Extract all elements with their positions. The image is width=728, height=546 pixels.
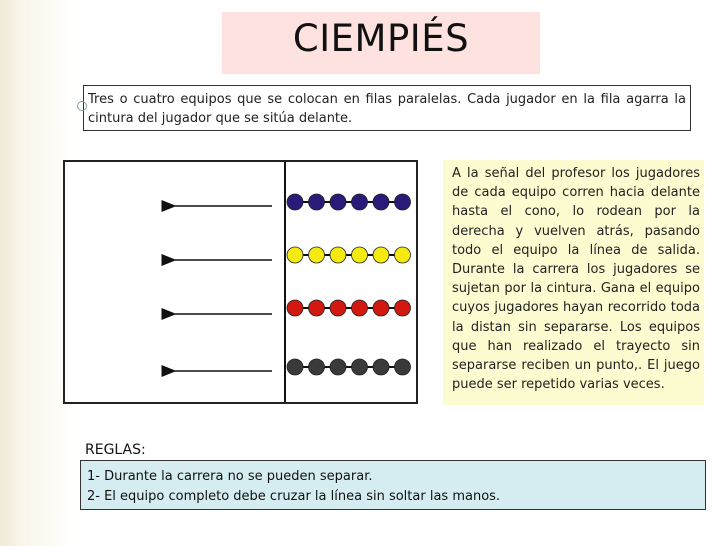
- team-black-player: [395, 359, 411, 375]
- team-red-player: [287, 300, 303, 316]
- team-yellow-player: [352, 247, 368, 263]
- team-black-player: [330, 359, 346, 375]
- team-purple-player: [287, 194, 303, 210]
- team-yellow-player: [309, 247, 325, 263]
- rule-item: 2- El equipo completo debe cruzar la línea sin soltar las manos.: [87, 489, 501, 504]
- team-purple-player: [309, 194, 325, 210]
- team-yellow-player: [395, 247, 411, 263]
- game-diagram: [63, 160, 418, 404]
- rule-item: 1- Durante la carrera no se pueden separar.: [87, 469, 373, 484]
- intro-text-box: Tres o cuatro equipos que se colocan en filas paralelas. Cada jugador en la fila agarra la cintura del jugador que se sitúa delante.: [83, 85, 691, 131]
- diagram-canvas: [65, 162, 416, 402]
- team-black-player: [309, 359, 325, 375]
- teams-group: [287, 194, 411, 375]
- team-purple-player: [352, 194, 368, 210]
- team-red-player: [330, 300, 346, 316]
- team-black-player: [373, 359, 389, 375]
- team-black-player: [352, 359, 368, 375]
- team-red-player: [373, 300, 389, 316]
- team-red-player: [352, 300, 368, 316]
- decorative-left-band: [0, 0, 26, 546]
- team-purple-player: [330, 194, 346, 210]
- team-red-player: [309, 300, 325, 316]
- team-black-player: [287, 359, 303, 375]
- team-yellow-player: [330, 247, 346, 263]
- team-purple-player: [373, 194, 389, 210]
- page-title: CIEMPIÉS: [292, 17, 470, 60]
- explanation-text-box: A la señal del profesor los jugadores de cada equipo corren hacia delante hasta el cono, lo rodean por la derecha y vuelven atrás, pasando todo el equipo la línea de salida. Durante la carrera los jugadores se sujetan por la cintura. Gana el equipo cuyos jugadores hayan recorrido toda la distan sin separarse. Los equipos que han realizado el trayecto sin separarse reciben un punto,. El juego puede ser repetido varias veces.: [443, 160, 704, 405]
- rules-box: [80, 460, 706, 510]
- bullet-circle-icon: [77, 101, 87, 111]
- team-red-player: [395, 300, 411, 316]
- team-yellow-player: [373, 247, 389, 263]
- team-purple-player: [395, 194, 411, 210]
- team-yellow-player: [287, 247, 303, 263]
- rules-heading: REGLAS:: [85, 442, 146, 458]
